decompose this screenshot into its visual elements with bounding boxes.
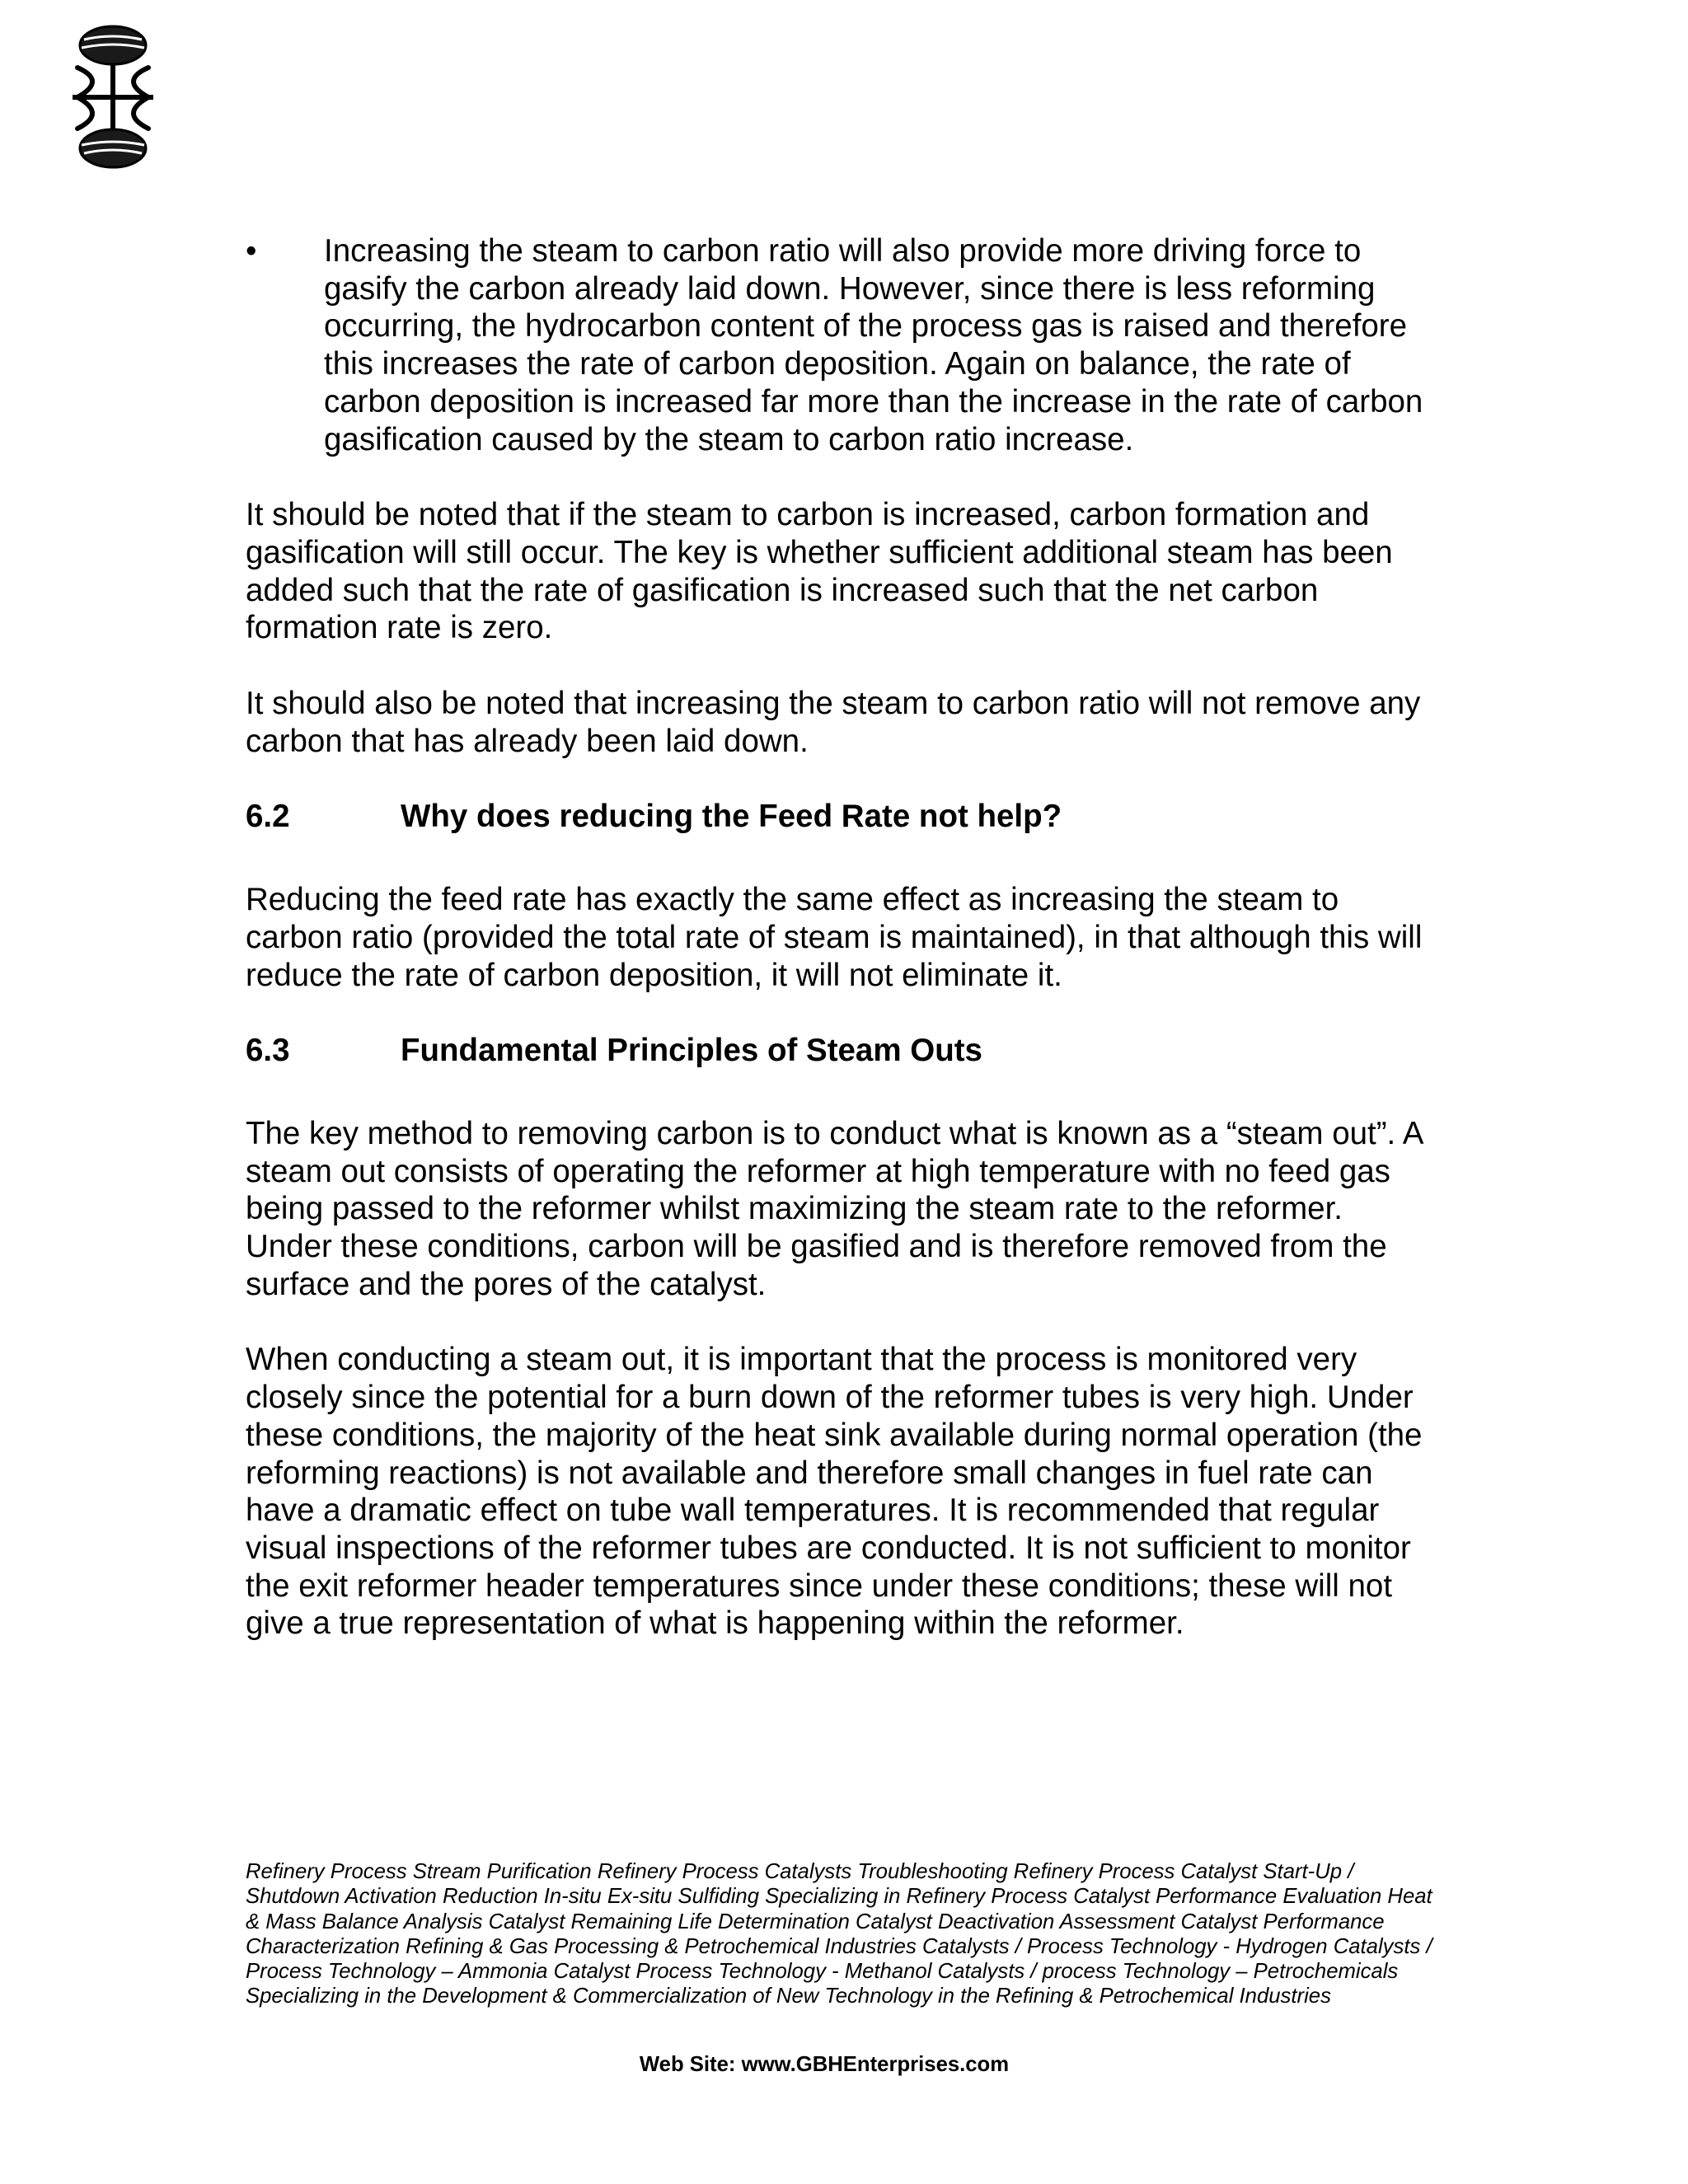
section-title: Fundamental Principles of Steam Outs xyxy=(401,1033,982,1069)
paragraph-feed-rate: Reducing the feed rate has exactly the same effect as increasing the steam to carbon ratio (provided the total rate of steam is maintained), in that although this will reduce the rate of carbon deposition, it will not eliminate it. xyxy=(246,882,1423,993)
section-number: 6.2 xyxy=(246,799,290,835)
footer-services-text: Refinery Process Stream Purification Refinery Process Catalysts Troubleshooting Refinery Process Catalyst Start-Up / Shutdown Activation Reduction In-situ Ex-situ Sulfiding Specializing in Refinery Process Catalyst Performance Evaluation Heat & Mass Balance Analysis Catalyst Remaining Life Determination Catalyst Deactivation Assessment Catalyst Performance Characterization Refining & Gas Processing & Petrochemical Industries Catalysts / Process Technology - Hydrogen Catalysts / Process Technology – Ammonia Catalyst Process Technology - Methanol Catalysts / process Technology – Petrochemicals Specializing in the Development & Commercialization of New Technology in the Refining & Petrochemical Industries xyxy=(246,1860,1432,2008)
section-title: Why does reducing the Feed Rate not help? xyxy=(401,799,1062,835)
bullet-item xyxy=(246,232,1432,458)
bullet-icon: • xyxy=(246,233,257,269)
bullet-text: Increasing the steam to carbon ratio will also provide more driving force to gasify the carbon already laid down. However, since there is less reforming occurring, the hydrocarbon content of the process gas is raised and therefore this increases the rate of carbon deposition. Again on balance, the rate of carbon deposition is increased far more than the increase in the rate of carbon gasification caused by the steam to carbon ratio increase. xyxy=(324,233,1423,457)
footer-website: Web Site: www.GBHEnterprises.com xyxy=(639,2053,1010,2076)
section-number: 6.3 xyxy=(246,1033,290,1069)
section-heading-6-3 xyxy=(246,1032,1432,1070)
page-content xyxy=(246,232,1432,1680)
paragraph-steam-out-monitoring: When conducting a steam out, it is important that the process is monitored very closely since the potential for a burn down of the reformer tubes is very high. Under these conditions, the majority of the heat sink available during normal operation (the reforming reactions) is not available and therefore small changes in fuel rate can have a dramatic effect on tube wall temperatures. It is recommended that regular visual inspections of the reformer tubes are conducted. It is not sufficient to monitor the exit reformer header temperatures since under these conditions; these will not give a true representation of what is happening within the reformer. xyxy=(246,1342,1423,1642)
paragraph-no-carbon-removal: It should also be noted that increasing the steam to carbon ratio will not remove any carbon that has already been laid down. xyxy=(246,686,1421,759)
company-logo xyxy=(64,25,162,170)
paragraph-steam-carbon-increase: It should be noted that if the steam to carbon is increased, carbon formation and gasification will still occur. The key is whether sufficient additional steam has been added such that the rate of gasification is increased such that the net carbon formation rate is zero. xyxy=(246,497,1393,646)
paragraph-steam-out-method: The key method to removing carbon is to conduct what is known as a “steam out”. A steam out consists of operating the reformer at high temperature with no feed gas being passed to the reformer whilst maximizing the steam rate to the reformer. Under these conditions, carbon will be gasified and is therefore removed from the surface and the pores of the catalyst. xyxy=(246,1115,1423,1302)
section-heading-6-2 xyxy=(246,798,1432,836)
